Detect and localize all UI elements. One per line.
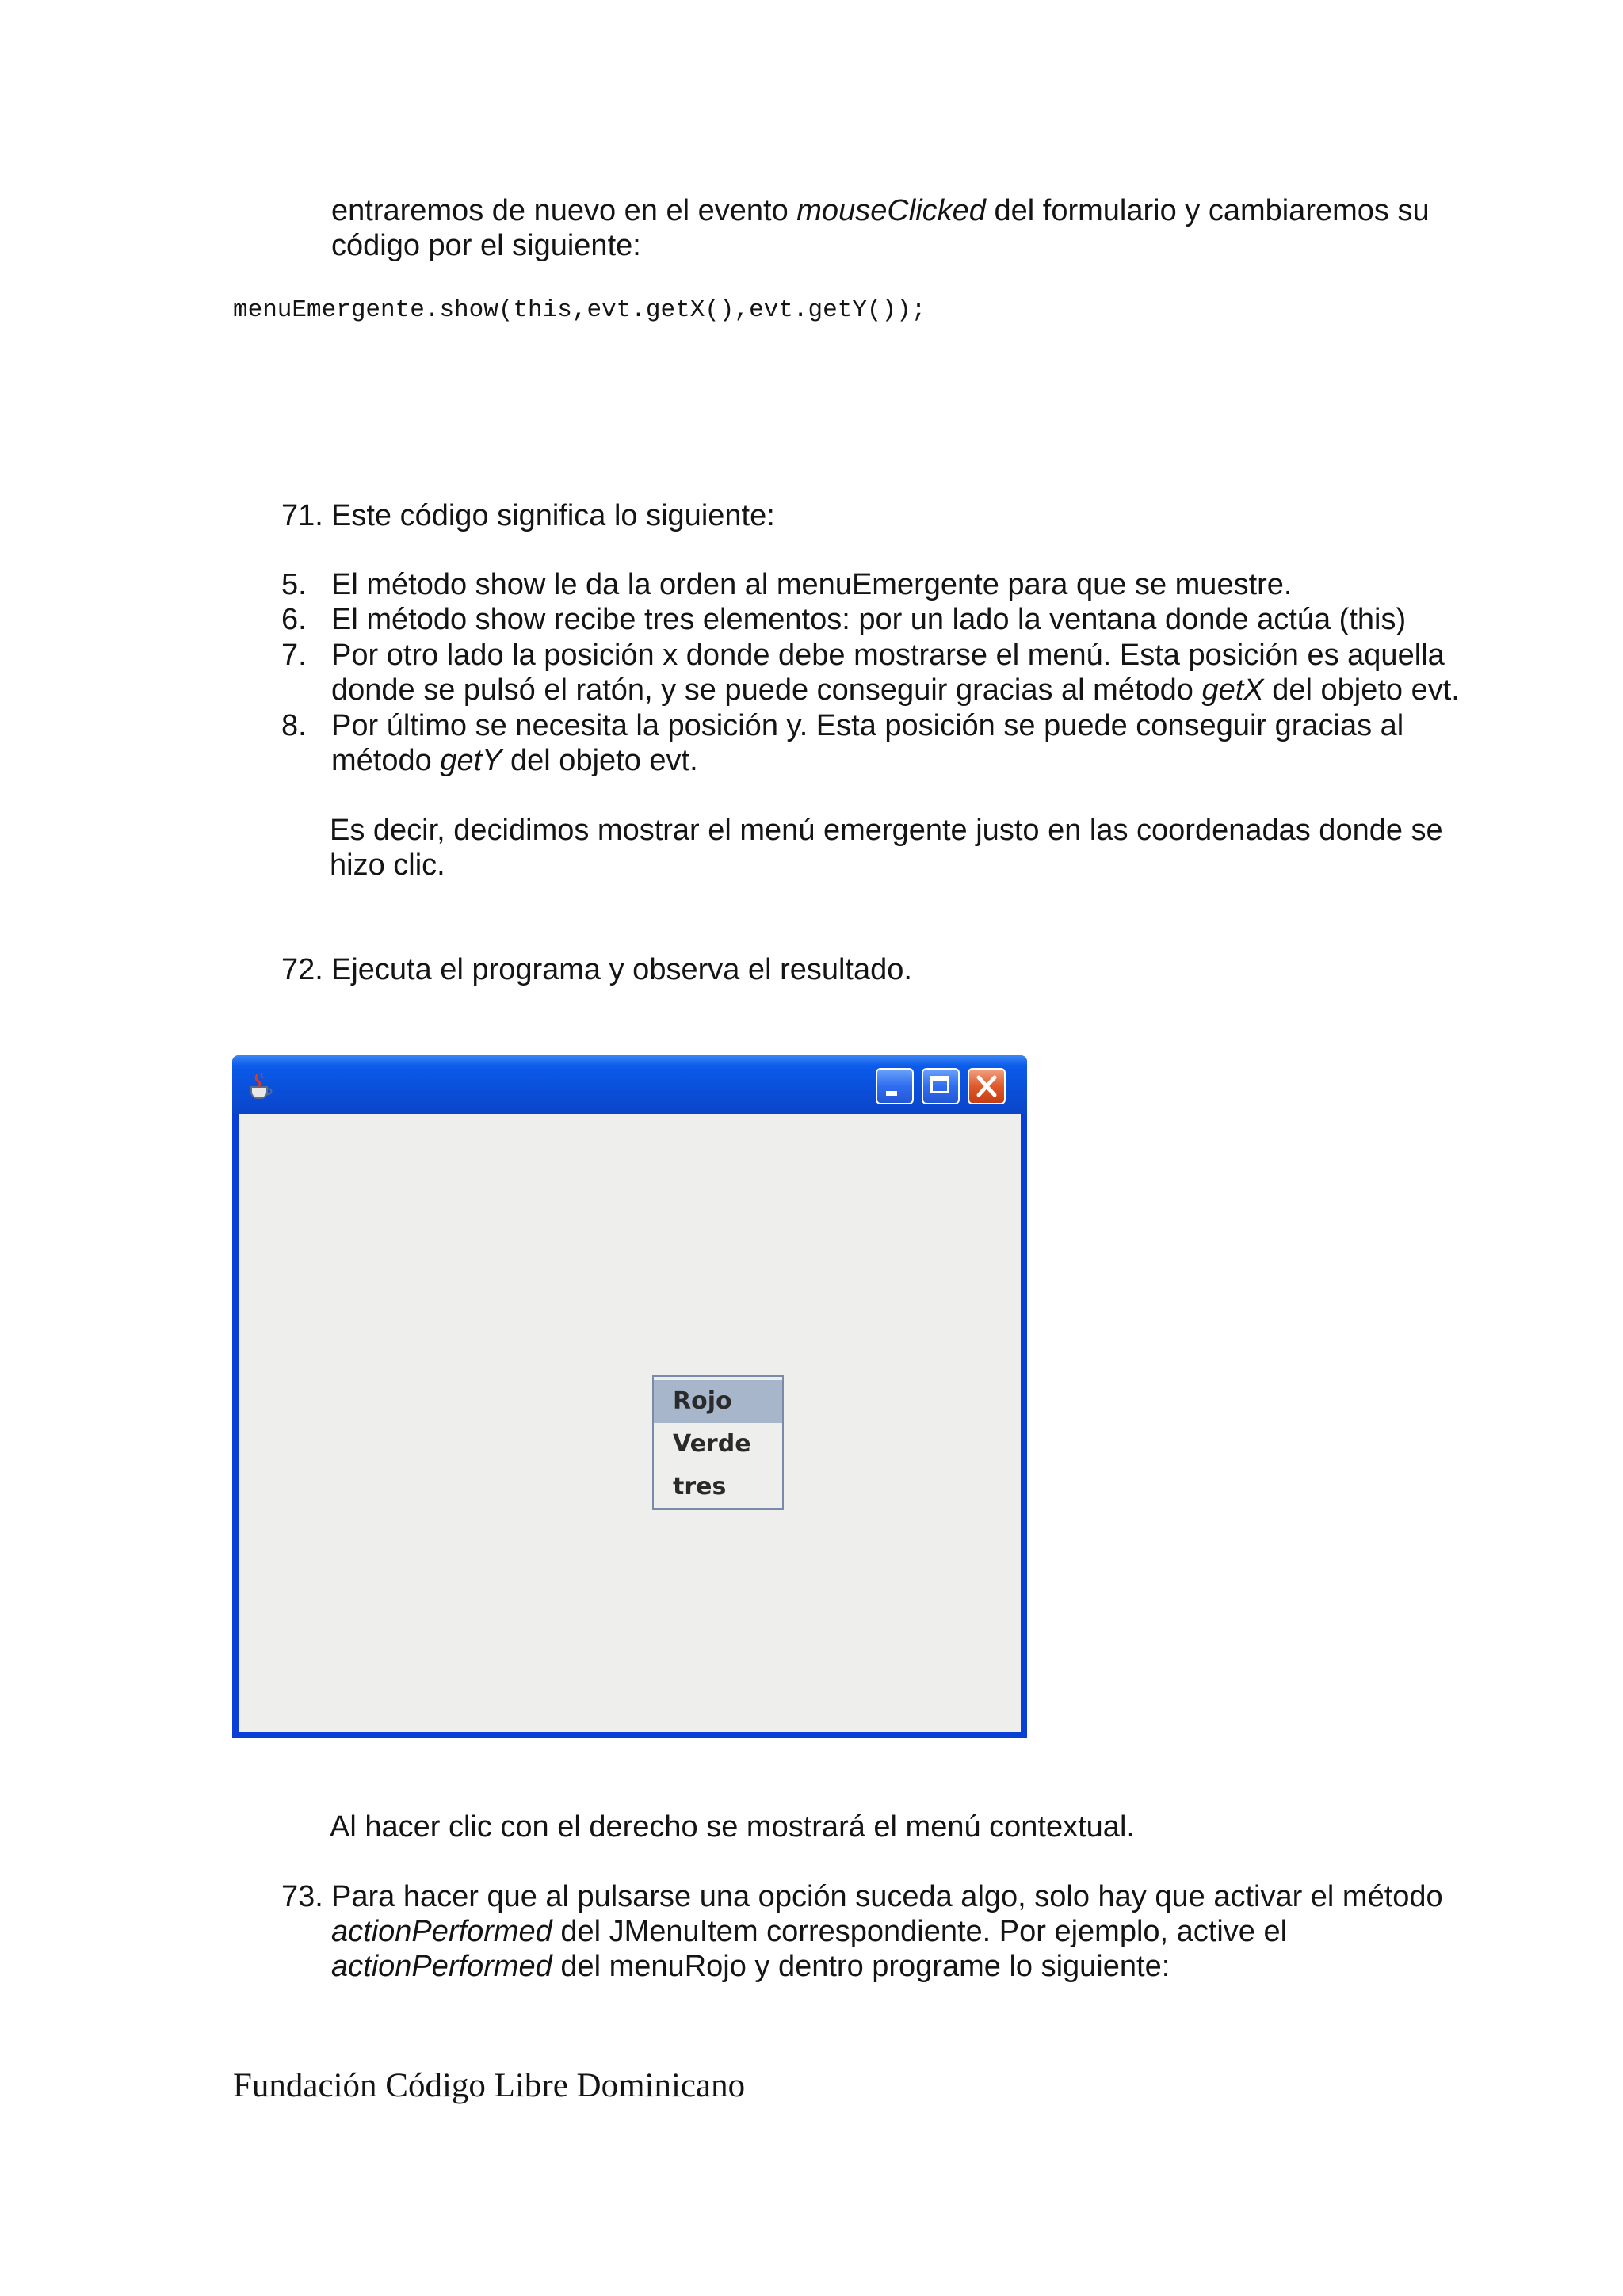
close-icon (969, 1070, 1004, 1103)
window-client-area[interactable] (239, 1114, 1021, 1732)
caption: Al hacer clic con el derecho se mostrará el menú contextual. (330, 1810, 1135, 1844)
getx-term: getX (1201, 673, 1264, 707)
step-71-number: 71. (281, 499, 323, 532)
intro-line-1-pre: entraremos de nuevo en el evento (331, 194, 797, 227)
sublist-7-line-2-post: del objeto evt. (1263, 673, 1460, 707)
code-line: menuEmergente.show(this,evt.getX(),evt.getY()); (233, 296, 926, 324)
java-window-screenshot (232, 1055, 1027, 1738)
intro-line-1-post: del formulario y cambiaremos su (985, 194, 1430, 227)
java-cup-icon (245, 1070, 277, 1101)
sublist-7-line-2-pre: donde se pulsó el ratón, y se puede conseguir gracias al método (331, 673, 1202, 707)
page-footer: Fundación Código Libre Dominicano (233, 2067, 746, 2104)
summary-line-1: Es decir, decidimos mostrar el menú emergente justo en las coordenadas donde se (330, 814, 1443, 847)
sublist-7-number: 7. (281, 639, 307, 672)
step-73-line-2 (331, 1914, 1287, 1949)
step-73-line-3 (331, 1949, 1170, 1984)
sublist-8-line-1: Por último se necesita la posición y. Esta posición se puede conseguir gracias al (331, 709, 1404, 742)
menu-item-tres[interactable]: tres (673, 1473, 727, 1501)
sublist-5-text: El método show le da la orden al menuEmergente para que se muestre. (331, 568, 1293, 601)
step-72-number: 72. (281, 953, 323, 986)
step-72-text: Ejecuta el programa y observa el resultado. (331, 953, 912, 986)
intro-line-1 (331, 193, 1430, 228)
sublist-5-number: 5. (281, 568, 307, 601)
sublist-8-line-2-post: del objeto evt. (502, 744, 698, 777)
sublist-8-number: 8. (281, 709, 307, 742)
gety-term: getY (440, 744, 502, 777)
menu-item-rojo[interactable]: Rojo (654, 1380, 782, 1423)
minimize-button[interactable] (876, 1068, 914, 1104)
step-73-number: 73. (281, 1880, 323, 1913)
action-performed-term-2: actionPerformed (331, 1950, 552, 1983)
sublist-6-text: El método show recibe tres elementos: por un lado la ventana donde actúa (this) (331, 603, 1407, 636)
sublist-8-line-2-pre: método (331, 744, 441, 777)
menu-item-verde[interactable]: Verde (673, 1430, 751, 1458)
step-73-line-2-post: del JMenuItem correspondiente. Por ejemplo, active el (552, 1915, 1288, 1948)
action-performed-term: actionPerformed (331, 1915, 552, 1948)
step-73-line-1: Para hacer que al pulsarse una opción suceda algo, solo hay que activar el método (331, 1880, 1443, 1913)
popup-menu (652, 1375, 784, 1510)
window-titlebar (232, 1055, 1027, 1114)
step-73-line-3-post: del menuRojo y dentro programe lo siguiente: (552, 1950, 1170, 1983)
step-71-text: Este código significa lo siguiente: (331, 499, 775, 532)
sublist-6-number: 6. (281, 603, 307, 636)
close-button[interactable] (968, 1068, 1006, 1104)
maximize-button[interactable] (922, 1068, 960, 1104)
intro-line-2: código por el siguiente: (331, 229, 641, 262)
sublist-7-line-2 (331, 673, 1460, 707)
sublist-7-line-1: Por otro lado la posición x donde debe mostrarse el menú. Esta posición es aquella (331, 639, 1445, 672)
summary-line-2: hizo clic. (330, 849, 445, 882)
sublist-8-line-2 (331, 743, 698, 778)
mouse-clicked-term: mouseClicked (796, 194, 986, 227)
